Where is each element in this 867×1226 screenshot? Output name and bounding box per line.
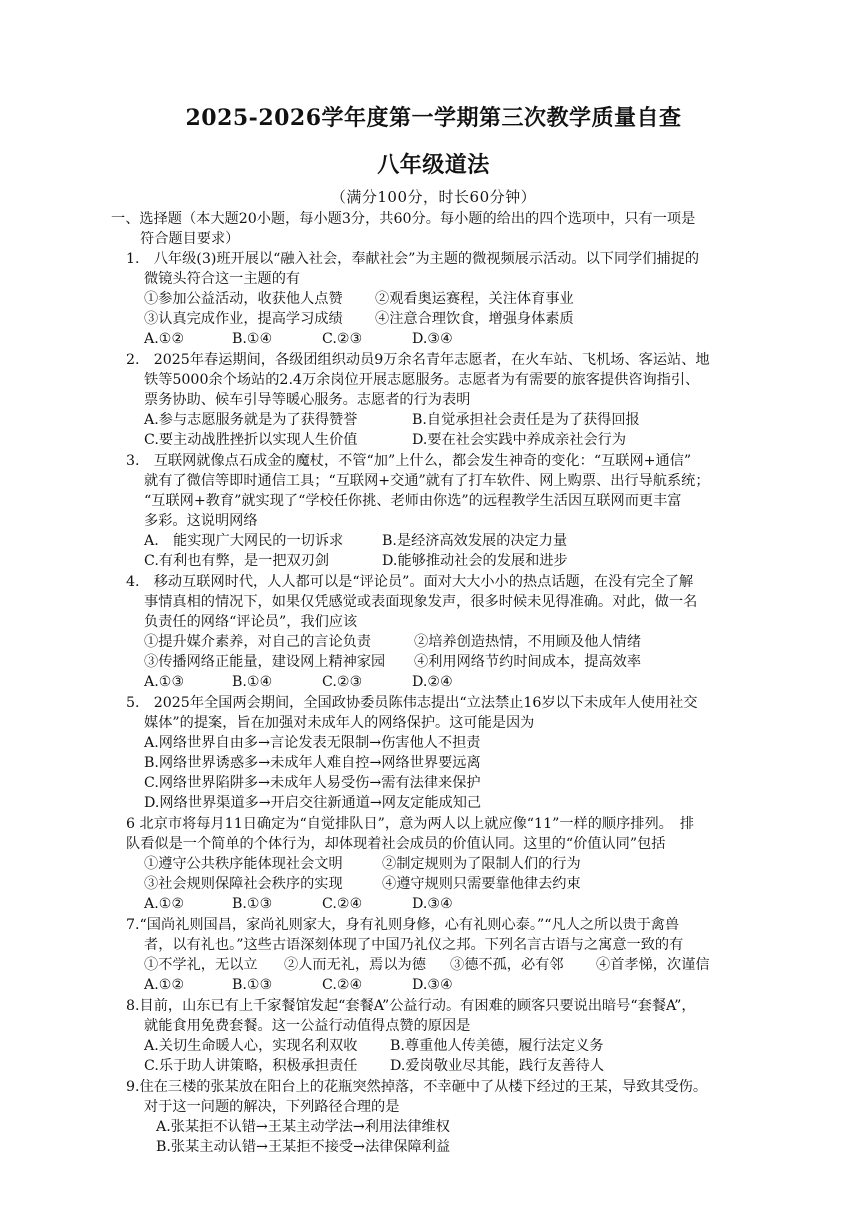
option-a: A.张某拒不认错→王某主动学法→利用法律维权 (156, 1119, 450, 1135)
question-9-stem-cont: 对于这一问题的解决，下列路径合理的是 (144, 1099, 400, 1115)
option-b: B.张某主动认错→王某拒不接受→法律保障利益 (156, 1139, 451, 1155)
exam-subject: 八年级道法 (377, 152, 490, 178)
question-4-items-row (144, 652, 704, 672)
question-8-options (144, 1056, 684, 1076)
option-b: B.①④ (232, 674, 273, 690)
item: ④注意合理饮食，增强身体素质 (375, 311, 574, 327)
question-2-stem-cont: 铁等5000余个场站的2.4万余岗位开展志愿服务。志愿者为有需要的旅客提供咨询指引、 (144, 372, 700, 388)
item: ④首孝悌，次谨信 (596, 957, 710, 973)
question-3-options (144, 531, 684, 551)
option-b: B.①④ (232, 331, 273, 347)
item: ①参加公益活动，收获他人点赞 (144, 291, 343, 307)
option-c: C.网络世界陷阱多→未成年人易受伤→需有法律来保护 (144, 775, 481, 791)
question-6-options (144, 894, 524, 914)
question-1-stem-cont: 微镜头符合这一主题的有 (144, 271, 301, 287)
item: ③社会规则保障社会秩序的实现 (144, 876, 343, 892)
option-a: A. 能实现广大网民的一切诉求 (144, 533, 344, 549)
question-8-stem-cont: 就能食用免费套餐。这一公益行动值得点赞的原因是 (144, 1018, 471, 1034)
item: ①不学礼，无以立 (144, 957, 258, 973)
question-2-options (144, 410, 684, 430)
option-c: C.②③ (322, 331, 363, 347)
question-7-stem-cont: 者，以有礼也。”这些古语深刻体现了中国乃礼仪之邦。下列名言古语与之寓意一致的有 (144, 937, 684, 953)
item: ④利用网络节约时间成本，提高效率 (414, 654, 642, 670)
option-b: B.①③ (232, 977, 273, 993)
item: ③传播网络正能量，建设网上精神家园 (144, 654, 386, 670)
item: ④遵守规则只需要靠他律去约束 (382, 876, 581, 892)
question-6-items-row (144, 874, 704, 894)
item: ①提升媒介素养，对自己的言论负责 (144, 634, 372, 650)
option-a: A.参与志愿服务就是为了获得赞誉 (144, 412, 358, 428)
question-4-stem-cont: 负责任的网络“评论员”，我们应该 (144, 614, 358, 630)
question-7-stem: 7.“国尚礼则国昌，家尚礼则家大，身有礼则身修，心有礼则心泰。”“凡人之所以贵于禽兽 (126, 917, 680, 933)
question-4-options (144, 672, 524, 692)
option-d: D.③④ (412, 331, 453, 347)
question-8-options (144, 1036, 684, 1056)
option-a: A.①② (144, 896, 185, 912)
question-3-stem-cont: “互联网+教育”就实现了“学校任你挑、老师由你选”的远程教学生活因互联网而更丰富 (144, 493, 682, 509)
item: ①遵守公共秩序能体现社会文明 (144, 856, 343, 872)
question-7-items-row (144, 955, 724, 975)
option-b: B.①③ (232, 896, 273, 912)
item: ②制定规则为了限制人们的行为 (382, 856, 581, 872)
option-c: C.②④ (322, 977, 363, 993)
question-9-stem: 9.住在三楼的张某放在阳台上的花瓶突然掉落，不幸砸中了从楼下经过的王某，导致其受伤。 (126, 1079, 708, 1095)
question-1-items-row (144, 289, 704, 309)
section-heading-cont: 符合题目要求） (140, 231, 240, 247)
item: ②人而无礼，焉以为德 (284, 957, 426, 973)
option-a: A.关切生命暖人心，实现名利双收 (144, 1038, 358, 1054)
question-3-stem-cont: 就有了微信等即时通信工具；“互联网+交通”就有了打车软件、网上购票、出行导航系统； (144, 473, 710, 489)
option-a: A.①② (144, 331, 185, 347)
option-d: D.网络世界渠道多→开启交往新通道→网友定能成知己 (144, 795, 482, 811)
option-d: D.爱岗敬业尽其能，践行友善待人 (390, 1058, 605, 1074)
question-3-options (144, 551, 684, 571)
item: ③认真完成作业，提高学习成绩 (144, 311, 343, 327)
item: ②观看奥运赛程，关注体育事业 (375, 291, 574, 307)
option-c: C.要主动战胜挫折以实现人生价值 (144, 432, 358, 448)
option-a: A.①③ (144, 674, 185, 690)
option-b: B.是经济高效发展的决定力量 (382, 533, 568, 549)
question-1-options (144, 329, 524, 349)
option-a: A.网络世界自由多→言论发表无限制→伤害他人不担责 (144, 735, 481, 751)
option-c: C.②③ (322, 674, 363, 690)
option-b: B.尊重他人传美德，履行法定义务 (390, 1038, 604, 1054)
option-d: D.②④ (412, 674, 453, 690)
option-d: D.③④ (412, 896, 453, 912)
option-d: D.能够推动社会的发展和进步 (382, 553, 568, 569)
question-7-options (144, 975, 524, 995)
question-8-stem: 8.目前，山东已有上千家餐馆发起“套餐A”公益行动。有困难的顾客只要说出暗号“套餐A”， (126, 998, 696, 1014)
exam-info: （满分100分，时长60分钟） (330, 188, 537, 206)
option-a: A.①② (144, 977, 185, 993)
exam-title: 2025-2026学年度第一学期第三次教学质量自查 (185, 105, 682, 131)
question-4-items-row (144, 632, 704, 652)
question-4-stem: 4. 移动互联网时代，人人都可以是“评论员”。面对大大小小的热点话题，在没有完全了解 (126, 574, 694, 590)
question-4-stem-cont: 事情真相的情况下，如果仅凭感觉或表面现象发声，很多时候未见得准确。对此，做一名 (144, 594, 698, 610)
question-3-stem-cont: 多彩。这说明网络 (144, 513, 258, 529)
section-heading: 一、选择题（本大题20小题，每小题3分，共60分。每小题的给出的四个选项中，只有一项是 (111, 211, 696, 227)
item: ③德不孤，必有邻 (450, 957, 564, 973)
option-c: C.②④ (322, 896, 363, 912)
question-2-stem-cont: 票务协助、候车引导等暖心服务。志愿者的行为表明 (144, 392, 471, 408)
question-3-stem: 3. 互联网就像点石成金的魔杖，不管“加”上什么，都会发生神奇的变化：“互联网+通信” (126, 453, 692, 469)
question-1-items-row (144, 309, 704, 329)
item: ②培养创造热情，不用顾及他人情绪 (414, 634, 642, 650)
question-2-options (144, 430, 684, 450)
question-5-stem-cont: 媒体”的提案，旨在加强对未成年人的网络保护。这可能是因为 (144, 715, 535, 731)
question-5-stem: 5. 2025年全国两会期间，全国政协委员陈伟志提出“立法禁止16岁以下未成年人使用社交 (126, 695, 698, 711)
question-6-stem: 6 北京市将每月11日确定为“自觉排队日”，意为两人以上就应像“11”一样的顺序排列。 排 (126, 816, 695, 832)
question-6-stem-cont: 队看似是一个简单的个体行为，却体现着社会成员的价值认同。这里的“价值认同”包括 (126, 836, 666, 852)
option-b: B.自觉承担社会责任是为了获得回报 (412, 412, 640, 428)
question-1-stem: 1. 八年级(3)班开展以“融入社会，奉献社会”为主题的微视频展示活动。以下同学们捕捉的 (126, 251, 700, 267)
question-2-stem: 2. 2025年春运期间，各级团组织动员9万余名青年志愿者，在火车站、飞机场、客运站、地 (126, 352, 710, 368)
option-d: D.③④ (412, 977, 453, 993)
question-6-items-row (144, 854, 704, 874)
option-d: D.要在社会实践中养成亲社会行为 (412, 432, 627, 448)
option-c: C.乐于助人讲策略，积极承担责任 (144, 1058, 358, 1074)
option-b: B.网络世界诱惑多→未成年人难自控→网络世界要远离 (144, 755, 481, 771)
option-c: C.有利也有弊，是一把双刃剑 (144, 553, 330, 569)
